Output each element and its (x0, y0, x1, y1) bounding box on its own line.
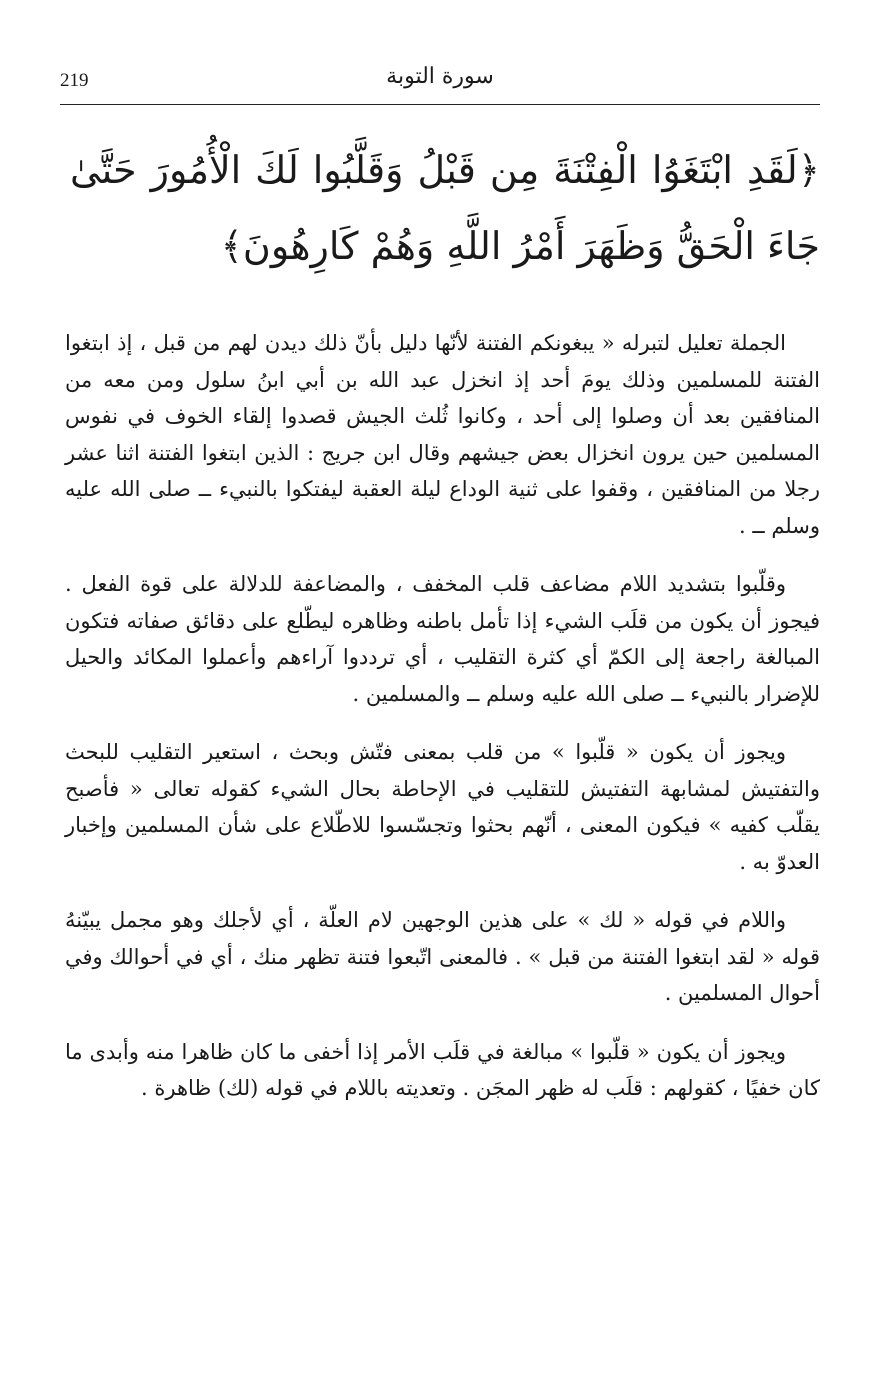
paragraph: وقلّبوا بتشديد اللام مضاعف قلب المخفف ، والمضاعفة للدلالة على قوة الفعل . فيجوز أن يكون من قلَب الشيء إذا تأمل باطنه وظاهره ليطّلع على دقائق صفاته فتكون المبالغة راجعة إلى الكمّ أي كثرة التقليب ، أي ترددوا آراءهم وأعملوا المكائد والحيل للإضرار بالنبيء ــ صلى الله عليه وسلم ــ والمسلمين . (65, 572, 820, 706)
paragraph: ويجوز أن يكون « قلّبوا » من قلب بمعنى فتّش وبحث ، استعير التقليب للبحث والتفتيش لمشابهة التفتيش للتقليب في الإحاطة بحال الشيء كقوله تعالى « فأصبح يقلّب كفيه » فيكون المعنى ، أنّهم بحثوا وتجسّسوا للاطّلاع على شأن المسلمين وإخبار العدوّ به . (65, 740, 820, 874)
paragraph: ويجوز أن يكون « قلّبوا » مبالغة في قلَب الأمر إذا أخفى ما كان ظاهرا منه وأبدى ما كان خفيًا ، كقولهم : قلَب له ظهر المجَن . وتعديته باللام في قوله (لك) ظاهرة . (65, 1039, 820, 1100)
paragraph: الجملة تعليل لتبرله « يبغونكم الفتنة لأنّها دليل بأنّ ذلك ديدن لهم من قبل ، إذ ابتغوا الفتنة للمسلمين وذلك يومَ أحد إذ انخزل عبد الله بن أبي ابنُ سلول ومن معه من المنافقين بعد أن وصلوا إلى أحد ، وكانوا ثُلث الجيش قصدوا إلقاء الخوف في نفوس المسلمين حين يرون انخزال بعض جيشهم وقال ابن جريج : الذين ابتغوا الفتنة اثنا عشر رجلا من المنافقين ، وقفوا على ثنية الوداع ليلة العقبة ليفتكوا بالنبيء ــ صلى الله عليه وسلم ــ . (65, 331, 820, 538)
page-number: 219 (60, 70, 89, 91)
commentary-body (65, 325, 820, 1107)
page-header (60, 64, 820, 100)
quran-verse: ﴿لَقَدِ ابْتَغَوُا الْفِتْنَةَ مِن قَبْلُ وَقَلَّبُوا لَكَ الْأُمُورَ حَتَّىٰ جَاءَ الْحَقُّ وَظَهَرَ أَمْرُ اللَّهِ وَهُمْ كَارِهُونَ﴾ (70, 148, 820, 268)
paragraph: واللام في قوله « لك » على هذين الوجهين لام العلّة ، أي لأجلك وهو مجمل يبيّنهُ قوله « لقد ابتغوا الفتنة من قبل » . فالمعنى اتّبعوا فتنة تظهر منك ، أي في أحوالك وفي أحوال المسلمين . (65, 908, 820, 1005)
header-divider (60, 104, 820, 105)
running-title: سورة التوبة (386, 64, 494, 89)
